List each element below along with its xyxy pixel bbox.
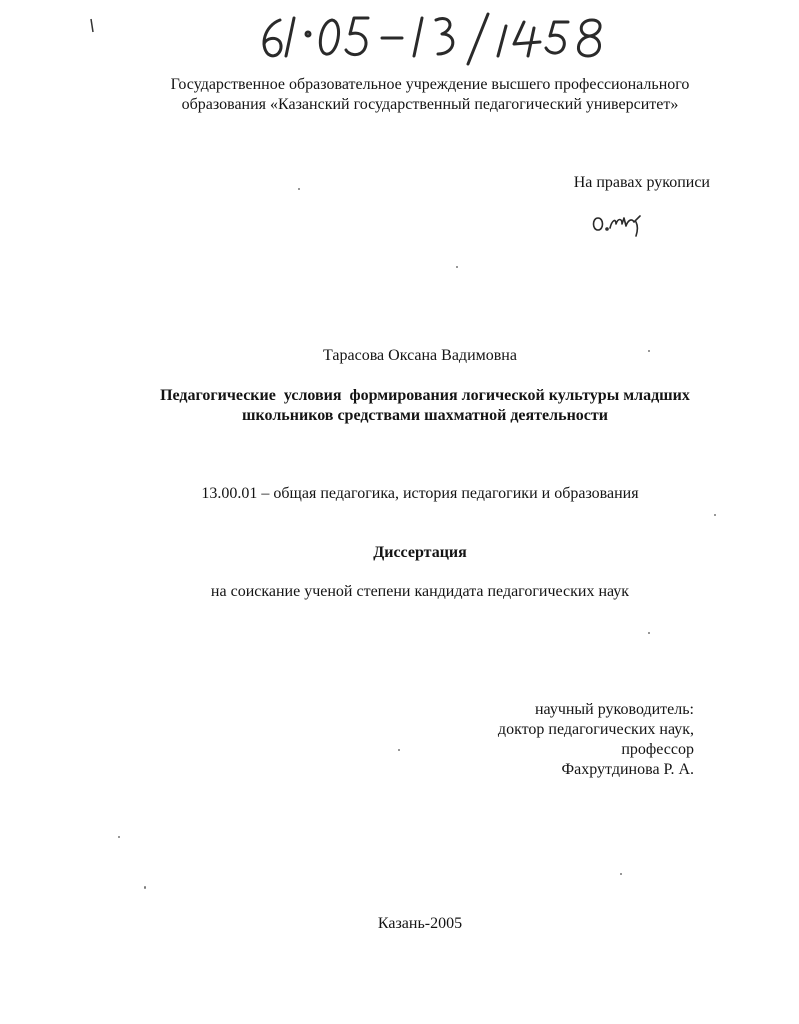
supervisor-block (400, 700, 694, 780)
institution-line-1: Государственное образовательное учреждение высшего профессионального (170, 76, 690, 93)
supervisor-rank: профессор (621, 741, 694, 758)
institution-name (100, 75, 760, 115)
author-name: Тарасова Оксана Вадимовна (323, 347, 517, 364)
degree-line: на соискание ученой степени кандидата педагогических наук (210, 583, 630, 600)
supervisor-role: научный руководитель: (534, 701, 694, 718)
institution-line-2: образования «Казанский государственный педагогический университет» (181, 96, 679, 113)
document-type: Диссертация (373, 544, 467, 561)
handwritten-manuscript-mark (590, 208, 650, 238)
scan-speck (456, 266, 458, 268)
specialty-code: 13.00.01 – общая педагогика, история педагогики и образования (201, 485, 639, 502)
handwritten-archive-code (250, 8, 630, 68)
dissertation-title (90, 386, 760, 426)
title-line-2: школьников средствами шахматной деятельности (242, 407, 608, 424)
manuscript-rights: На правах рукописи (573, 174, 710, 191)
supervisor-degree: доктор педагогических наук, (497, 721, 694, 738)
scan-speck (620, 873, 622, 875)
corner-tick-mark (88, 18, 96, 34)
scan-speck (144, 886, 146, 889)
scan-speck (648, 632, 650, 634)
title-line-1: Педагогические условия формирования логической культуры младших (160, 387, 690, 404)
scan-speck (714, 514, 716, 516)
scan-speck (118, 836, 120, 838)
scan-speck (298, 188, 300, 190)
city-year: Казань-2005 (377, 915, 463, 932)
scan-speck (648, 350, 650, 352)
supervisor-name: Фахрутдинова Р. А. (561, 761, 694, 778)
